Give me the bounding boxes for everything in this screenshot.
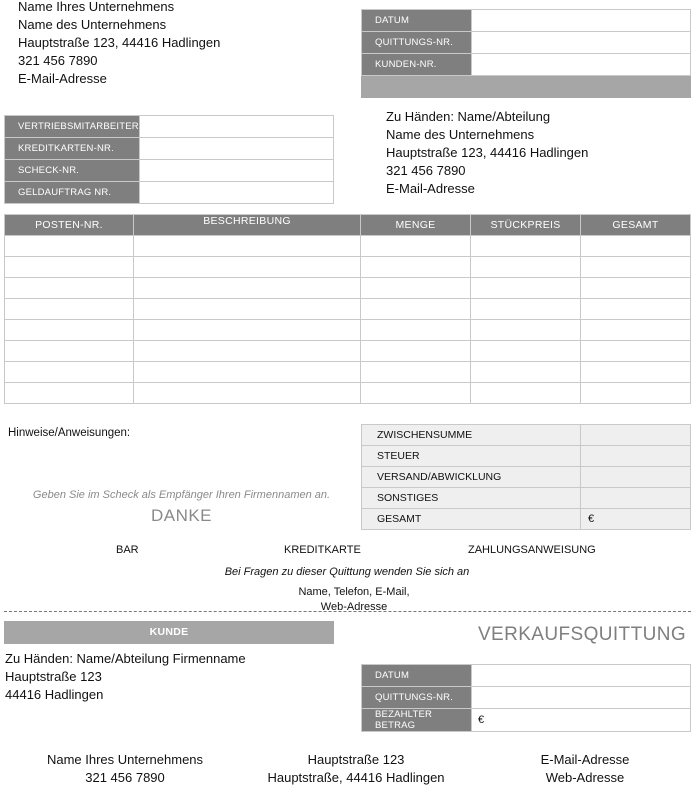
footer-line: Name Ihres Unternehmens: [46, 752, 204, 767]
table-cell[interactable]: [361, 299, 471, 320]
footer-line: Hauptstraße, 44416 Hadlingen: [267, 770, 445, 785]
recipient-line: Zu Händen: Name/Abteilung: [386, 109, 551, 124]
table-cell[interactable]: [471, 257, 581, 278]
receipt-number-field[interactable]: [472, 32, 691, 54]
table-cell[interactable]: [5, 236, 134, 257]
items-header: BESCHREIBUNG: [134, 215, 361, 236]
table-cell[interactable]: [471, 383, 581, 404]
table-row: [5, 257, 691, 278]
table-cell[interactable]: [581, 236, 691, 257]
sales-rep-field[interactable]: [139, 116, 333, 138]
payment-method-credit-card: KREDITKARTE: [284, 544, 361, 556]
table-cell[interactable]: [581, 257, 691, 278]
sender-line: 321 456 7890: [18, 53, 98, 68]
footer-line: Hauptstraße 123: [307, 752, 405, 767]
table-cell[interactable]: [361, 257, 471, 278]
sender-address: [18, 0, 220, 88]
payment-method-cash: BAR: [116, 544, 139, 556]
table-cell[interactable]: [134, 341, 361, 362]
meta-bottom-table: [361, 664, 691, 732]
tax-value[interactable]: [581, 446, 691, 467]
items-header: MENGE: [361, 215, 471, 236]
table-cell[interactable]: [5, 257, 134, 278]
table-cell[interactable]: [134, 257, 361, 278]
items-header: STÜCKPREIS: [471, 215, 581, 236]
table-cell[interactable]: [581, 341, 691, 362]
payment-info-table: [4, 115, 334, 204]
table-cell[interactable]: [361, 278, 471, 299]
table-row: [5, 278, 691, 299]
table-cell[interactable]: [134, 236, 361, 257]
table-cell[interactable]: [581, 383, 691, 404]
notes-label: Hinweise/Anweisungen:: [8, 427, 131, 439]
table-cell[interactable]: [134, 362, 361, 383]
cheque-number-field[interactable]: [139, 160, 333, 182]
table-row: [5, 236, 691, 257]
table-cell[interactable]: [5, 383, 134, 404]
payment-info-label: VERTRIEBSMITARBEITER: [5, 116, 140, 138]
customer-line: Hauptstraße 123: [5, 669, 102, 684]
recipient-line: Name des Unternehmens: [386, 127, 535, 142]
credit-card-field[interactable]: [139, 138, 333, 160]
customer-address: [5, 650, 246, 704]
totals-label: ZWISCHENSUMME: [362, 425, 581, 446]
totals-label: GESAMT: [362, 509, 581, 530]
meta-label: QUITTUNGS-NR.: [362, 32, 472, 54]
table-cell[interactable]: [5, 341, 134, 362]
payment-method-money-order: ZAHLUNGSANWEISUNG: [468, 544, 596, 556]
meta-label: KUNDEN-NR.: [362, 54, 472, 76]
cut-line: [4, 611, 691, 612]
meta-top-table: [361, 9, 691, 76]
table-row: [5, 362, 691, 383]
other-value[interactable]: [581, 488, 691, 509]
table-cell[interactable]: [581, 278, 691, 299]
meta-label: DATUM: [362, 665, 472, 687]
table-cell[interactable]: [5, 299, 134, 320]
totals-row: [362, 509, 691, 530]
customer-header: KUNDE: [4, 621, 334, 644]
sender-line: Name Ihres Unternehmens: [18, 0, 175, 14]
money-order-field[interactable]: [139, 182, 333, 204]
total-value[interactable]: €: [581, 509, 691, 530]
totals-row: [362, 425, 691, 446]
recipient-line: 321 456 7890: [386, 163, 466, 178]
date-field[interactable]: [472, 10, 691, 32]
payment-info-label: GELDAUFTRAG NR.: [5, 182, 140, 204]
totals-label: VERSAND/ABWICKLUNG: [362, 467, 581, 488]
customer-line: 44416 Hadlingen: [5, 687, 104, 702]
sender-line: Name des Unternehmens: [18, 17, 167, 32]
meta-top-footer-bar: [361, 76, 691, 98]
payment-info-label: KREDITKARTEN-NR.: [5, 138, 140, 160]
items-header: GESAMT: [581, 215, 691, 236]
recipient-address: [386, 108, 588, 198]
totals-label: STEUER: [362, 446, 581, 467]
table-cell[interactable]: [471, 299, 581, 320]
totals-row: [362, 488, 691, 509]
table-cell[interactable]: [134, 383, 361, 404]
table-cell[interactable]: [361, 341, 471, 362]
table-cell[interactable]: [581, 299, 691, 320]
table-row: [5, 341, 691, 362]
table-cell[interactable]: [361, 236, 471, 257]
sender-line: E-Mail-Adresse: [18, 71, 107, 86]
recipient-line: Hauptstraße 123, 44416 Hadlingen: [386, 145, 589, 160]
meta-label: QUITTUNGS-NR.: [362, 687, 472, 709]
thanks-text: DANKE: [150, 506, 213, 525]
table-row: [5, 383, 691, 404]
table-row: [5, 299, 691, 320]
totals-row: [362, 467, 691, 488]
footer-line: 321 456 7890: [85, 770, 165, 785]
totals-label: SONSTIGES: [362, 488, 581, 509]
footer-line: E-Mail-Adresse: [540, 752, 630, 767]
table-cell[interactable]: [134, 299, 361, 320]
items-table: [4, 214, 691, 404]
table-cell[interactable]: [471, 320, 581, 341]
payment-info-label: SCHECK-NR.: [5, 160, 140, 182]
totals-table: [361, 424, 691, 530]
receipt-title: VERKAUFSQUITTUNG: [477, 624, 686, 645]
table-cell[interactable]: [471, 236, 581, 257]
table-cell[interactable]: [471, 362, 581, 383]
table-cell[interactable]: [361, 320, 471, 341]
footer-col-contact: [500, 751, 670, 787]
table-cell[interactable]: [134, 320, 361, 341]
recipient-line: E-Mail-Adresse: [386, 181, 475, 196]
amount-paid-field[interactable]: €: [472, 709, 691, 732]
table-cell[interactable]: [361, 383, 471, 404]
contact-line: Name, Telefon, E-Mail,: [298, 586, 410, 598]
items-header: POSTEN-NR.: [5, 215, 134, 236]
table-cell[interactable]: [5, 278, 134, 299]
table-cell[interactable]: [471, 278, 581, 299]
footer-col-address: [246, 751, 466, 787]
meta-label: DATUM: [362, 10, 472, 32]
shipping-value[interactable]: [581, 467, 691, 488]
contact-line: Web-Adresse: [320, 601, 388, 613]
footer-line: Web-Adresse: [545, 770, 625, 785]
receipt-number-field[interactable]: [472, 687, 691, 709]
cheque-hint: Geben Sie im Scheck als Empfänger Ihren Firmennamen an.: [32, 489, 331, 501]
table-cell[interactable]: [361, 362, 471, 383]
table-cell[interactable]: [581, 320, 691, 341]
meta-label: BEZAHLTER BETRAG: [362, 709, 472, 732]
table-cell[interactable]: [471, 341, 581, 362]
customer-number-field[interactable]: [472, 54, 691, 76]
table-cell[interactable]: [581, 362, 691, 383]
table-row: [5, 320, 691, 341]
date-field[interactable]: [472, 665, 691, 687]
totals-row: [362, 446, 691, 467]
customer-line: Zu Händen: Name/Abteilung Firmenname: [5, 651, 246, 666]
table-cell[interactable]: [134, 278, 361, 299]
contact-question: Bei Fragen zu dieser Quittung wenden Sie sich an: [224, 566, 470, 578]
subtotal-value[interactable]: [581, 425, 691, 446]
table-cell[interactable]: [5, 362, 134, 383]
sender-line: Hauptstraße 123, 44416 Hadlingen: [18, 35, 221, 50]
table-cell[interactable]: [5, 320, 134, 341]
footer-col-company: [25, 751, 225, 787]
